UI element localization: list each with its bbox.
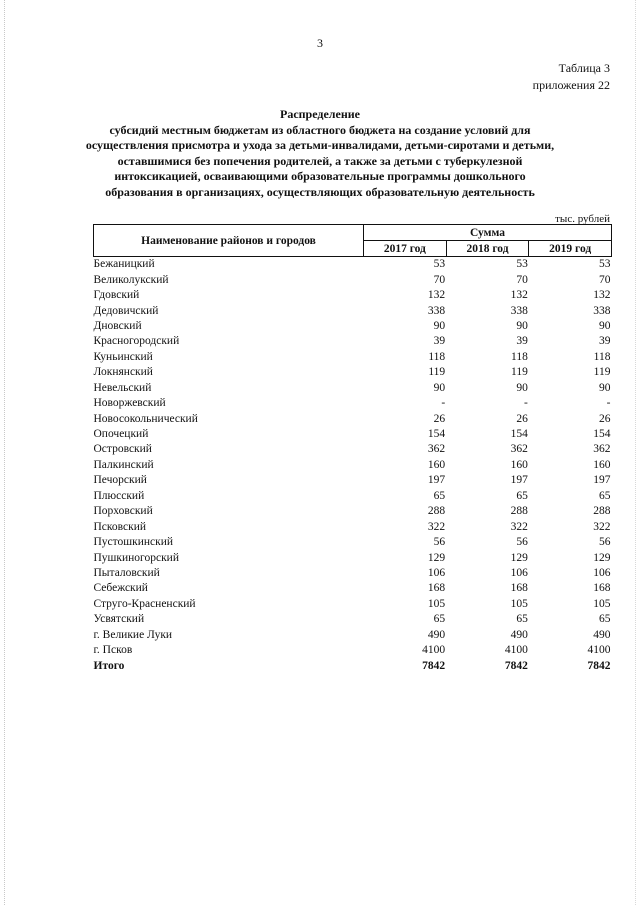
value-2019-cell: 197 <box>593 474 611 487</box>
row-name-cell: Себежский <box>93 582 148 595</box>
row-name-cell: Новоржевский <box>93 397 166 410</box>
row-name-cell: г. Псков <box>93 644 133 657</box>
value-2019-cell: 39 <box>599 335 611 348</box>
row-name-cell: Новосокольнический <box>93 412 198 425</box>
value-2019-cell: 132 <box>593 289 611 302</box>
value-2019-cell: 362 <box>593 443 611 456</box>
value-2018-cell: 119 <box>511 366 528 379</box>
value-2018-cell: 65 <box>516 489 528 502</box>
value-2018-cell: 362 <box>510 443 528 456</box>
value-2019-cell: 90 <box>599 381 611 394</box>
row-name-cell: г. Великие Луки <box>93 628 173 641</box>
value-2019-cell: 7842 <box>587 659 611 672</box>
value-2019-cell: 288 <box>593 505 611 518</box>
value-2017-cell: 105 <box>427 597 446 610</box>
row-name-cell: Опочецкий <box>93 428 149 441</box>
value-2018-cell: 288 <box>510 505 528 518</box>
row-name-cell: Итого <box>93 659 125 672</box>
table-row <box>94 628 612 643</box>
row-name-cell: Пустошкинский <box>93 536 174 549</box>
row-name-cell: Пыталовский <box>93 566 160 579</box>
table-row <box>94 350 612 365</box>
document-title <box>60 107 580 200</box>
value-2017-cell: 65 <box>433 489 446 502</box>
table-row <box>94 288 612 303</box>
value-2019-cell: 4100 <box>587 644 611 657</box>
value-2017-cell: 56 <box>433 536 446 549</box>
value-2017-cell: 53 <box>433 258 446 271</box>
value-2017-cell: 90 <box>433 381 446 394</box>
row-name-cell: Палкинский <box>93 458 154 471</box>
table-row <box>94 597 612 612</box>
row-name-cell: Порховский <box>93 505 153 518</box>
value-2019-cell: 65 <box>599 489 611 502</box>
title-line: оставшимися без попечения родителей, а также за детьми с туберкулезной <box>117 153 523 168</box>
value-2018-cell: 197 <box>510 474 528 487</box>
title-line: субсидий местным бюджетам из областного бюджета на создание условий для <box>109 122 531 137</box>
value-2019-cell: 70 <box>599 273 611 286</box>
table-row <box>94 272 612 287</box>
value-2018-cell: 160 <box>510 458 528 471</box>
header-sum: Сумма <box>364 225 612 241</box>
value-2019-cell: 322 <box>593 520 611 533</box>
value-2017-cell: 118 <box>428 350 446 363</box>
value-2019-cell: 168 <box>593 582 611 595</box>
table-row <box>94 381 612 396</box>
table-row <box>94 334 612 349</box>
table-row <box>94 473 612 488</box>
value-2017-cell: 119 <box>428 366 446 379</box>
row-name-cell: Усвятский <box>93 613 145 626</box>
scan-edge-right <box>635 0 637 905</box>
header-row <box>94 225 612 241</box>
value-2018-cell: 70 <box>516 273 528 286</box>
row-name-cell: Островский <box>93 443 152 456</box>
table-row <box>94 458 612 473</box>
value-2017-cell: 70 <box>433 273 446 286</box>
value-2019-cell: 105 <box>593 597 611 610</box>
table-row <box>94 581 612 596</box>
value-2019-cell: 26 <box>599 412 611 425</box>
table-row <box>94 411 612 426</box>
value-2018-cell: 90 <box>516 381 528 394</box>
row-name-cell: Печорский <box>93 474 147 487</box>
table-row <box>94 442 612 457</box>
title-line: интоксикацией, осваивающими образовательные программы дошкольного <box>114 169 526 183</box>
value-2018-cell: 90 <box>516 319 528 332</box>
value-2019-cell: 490 <box>593 628 611 641</box>
value-2019-cell: 65 <box>599 613 611 626</box>
header-year-2018: 2018 год <box>446 241 529 257</box>
row-name-cell: Локнянский <box>93 366 153 379</box>
value-2017-cell: 490 <box>427 628 446 641</box>
value-2019-cell: 118 <box>593 350 611 363</box>
value-2017-cell: 197 <box>427 474 446 487</box>
value-2018-cell: 65 <box>516 613 528 626</box>
value-2017-cell: 65 <box>433 613 446 626</box>
value-2019-cell: 154 <box>593 428 611 441</box>
value-2018-cell: - <box>523 397 528 410</box>
title-line: образования в организациях, осуществляющих образовательную деятельность <box>105 184 535 199</box>
value-2018-cell: 106 <box>510 566 528 579</box>
row-name-cell: Дновский <box>93 319 142 332</box>
value-2017-cell: 7842 <box>422 659 446 672</box>
row-name-cell: Плюсский <box>93 489 145 502</box>
row-name-cell: Бежаницкий <box>93 258 155 271</box>
value-2018-cell: 56 <box>516 536 528 549</box>
header-name: Наименование районов и городов <box>94 225 364 257</box>
value-2019-cell: 90 <box>599 319 611 332</box>
value-2019-cell: 338 <box>593 304 611 317</box>
value-2018-cell: 154 <box>510 428 528 441</box>
table-row <box>94 612 612 627</box>
unit-label: тыс. рублей <box>555 213 610 225</box>
value-2018-cell: 4100 <box>504 644 528 657</box>
page-number: 3 <box>317 36 323 50</box>
table-body <box>94 257 612 674</box>
value-2018-cell: 26 <box>516 412 528 425</box>
row-name-cell: Красногородский <box>93 335 180 348</box>
row-name-cell: Куньинский <box>93 350 153 363</box>
table-row <box>94 535 612 550</box>
table-row <box>94 427 612 442</box>
value-2019-cell: 53 <box>599 258 611 271</box>
table-label-line1: Таблица 3 <box>558 61 610 75</box>
value-2019-cell: - <box>606 397 611 410</box>
value-2018-cell: 118 <box>511 350 528 363</box>
value-2019-cell: 106 <box>593 566 611 579</box>
value-2017-cell: 160 <box>427 458 446 471</box>
value-2017-cell: 362 <box>427 443 446 456</box>
value-2017-cell: 39 <box>433 335 446 348</box>
value-2017-cell: 106 <box>427 566 446 579</box>
table-row <box>94 365 612 380</box>
title-heading: Распределение <box>279 107 361 121</box>
row-name-cell: Псковский <box>93 520 147 533</box>
table-row <box>94 396 612 411</box>
value-2017-cell: 154 <box>427 428 446 441</box>
value-2017-cell: 288 <box>427 505 446 518</box>
table-row <box>94 257 612 273</box>
value-2017-cell: 26 <box>433 412 446 425</box>
row-name-cell: Гдовский <box>93 289 140 302</box>
header-year-2017: 2017 год <box>364 241 447 257</box>
row-name-cell: Пушкиногорский <box>93 551 179 564</box>
value-2018-cell: 105 <box>510 597 528 610</box>
header-year-2019: 2019 год <box>529 241 612 257</box>
value-2018-cell: 53 <box>516 258 528 271</box>
scan-edge-left <box>4 0 6 905</box>
value-2018-cell: 338 <box>510 304 528 317</box>
value-2017-cell: - <box>441 397 446 410</box>
value-2018-cell: 490 <box>510 628 528 641</box>
table-row <box>94 643 612 658</box>
value-2018-cell: 7842 <box>504 659 528 672</box>
value-2018-cell: 322 <box>510 520 528 533</box>
value-2017-cell: 338 <box>427 304 446 317</box>
table-row <box>94 319 612 334</box>
table-label <box>533 60 610 94</box>
value-2017-cell: 168 <box>427 582 446 595</box>
value-2018-cell: 132 <box>510 289 528 302</box>
total-row <box>94 658 612 673</box>
table-row <box>94 519 612 534</box>
table-row <box>94 550 612 565</box>
value-2018-cell: 39 <box>516 335 528 348</box>
value-2018-cell: 168 <box>510 582 528 595</box>
row-name-cell: Великолукский <box>93 273 169 286</box>
distribution-table-wrap <box>93 224 612 674</box>
title-line: осуществления присмотра и ухода за детьми-инвалидами, детьми-сиротами и детьми, <box>85 138 555 152</box>
row-name-cell: Струго-Красненский <box>93 597 196 610</box>
table-row <box>94 566 612 581</box>
value-2019-cell: 129 <box>593 551 611 564</box>
row-name-cell: Невельский <box>93 381 152 394</box>
value-2017-cell: 129 <box>427 551 446 564</box>
value-2017-cell: 4100 <box>422 644 446 657</box>
distribution-table <box>93 224 612 674</box>
table-label-line2: приложения 22 <box>532 78 610 92</box>
table-row <box>94 489 612 504</box>
table-row <box>94 504 612 519</box>
value-2018-cell: 129 <box>510 551 528 564</box>
table-row <box>94 303 612 318</box>
value-2017-cell: 322 <box>427 520 446 533</box>
value-2017-cell: 132 <box>427 289 446 302</box>
value-2019-cell: 160 <box>593 458 611 471</box>
value-2017-cell: 90 <box>433 319 446 332</box>
value-2019-cell: 56 <box>599 536 611 549</box>
row-name-cell: Дедовичский <box>93 304 159 317</box>
value-2019-cell: 119 <box>593 366 611 379</box>
